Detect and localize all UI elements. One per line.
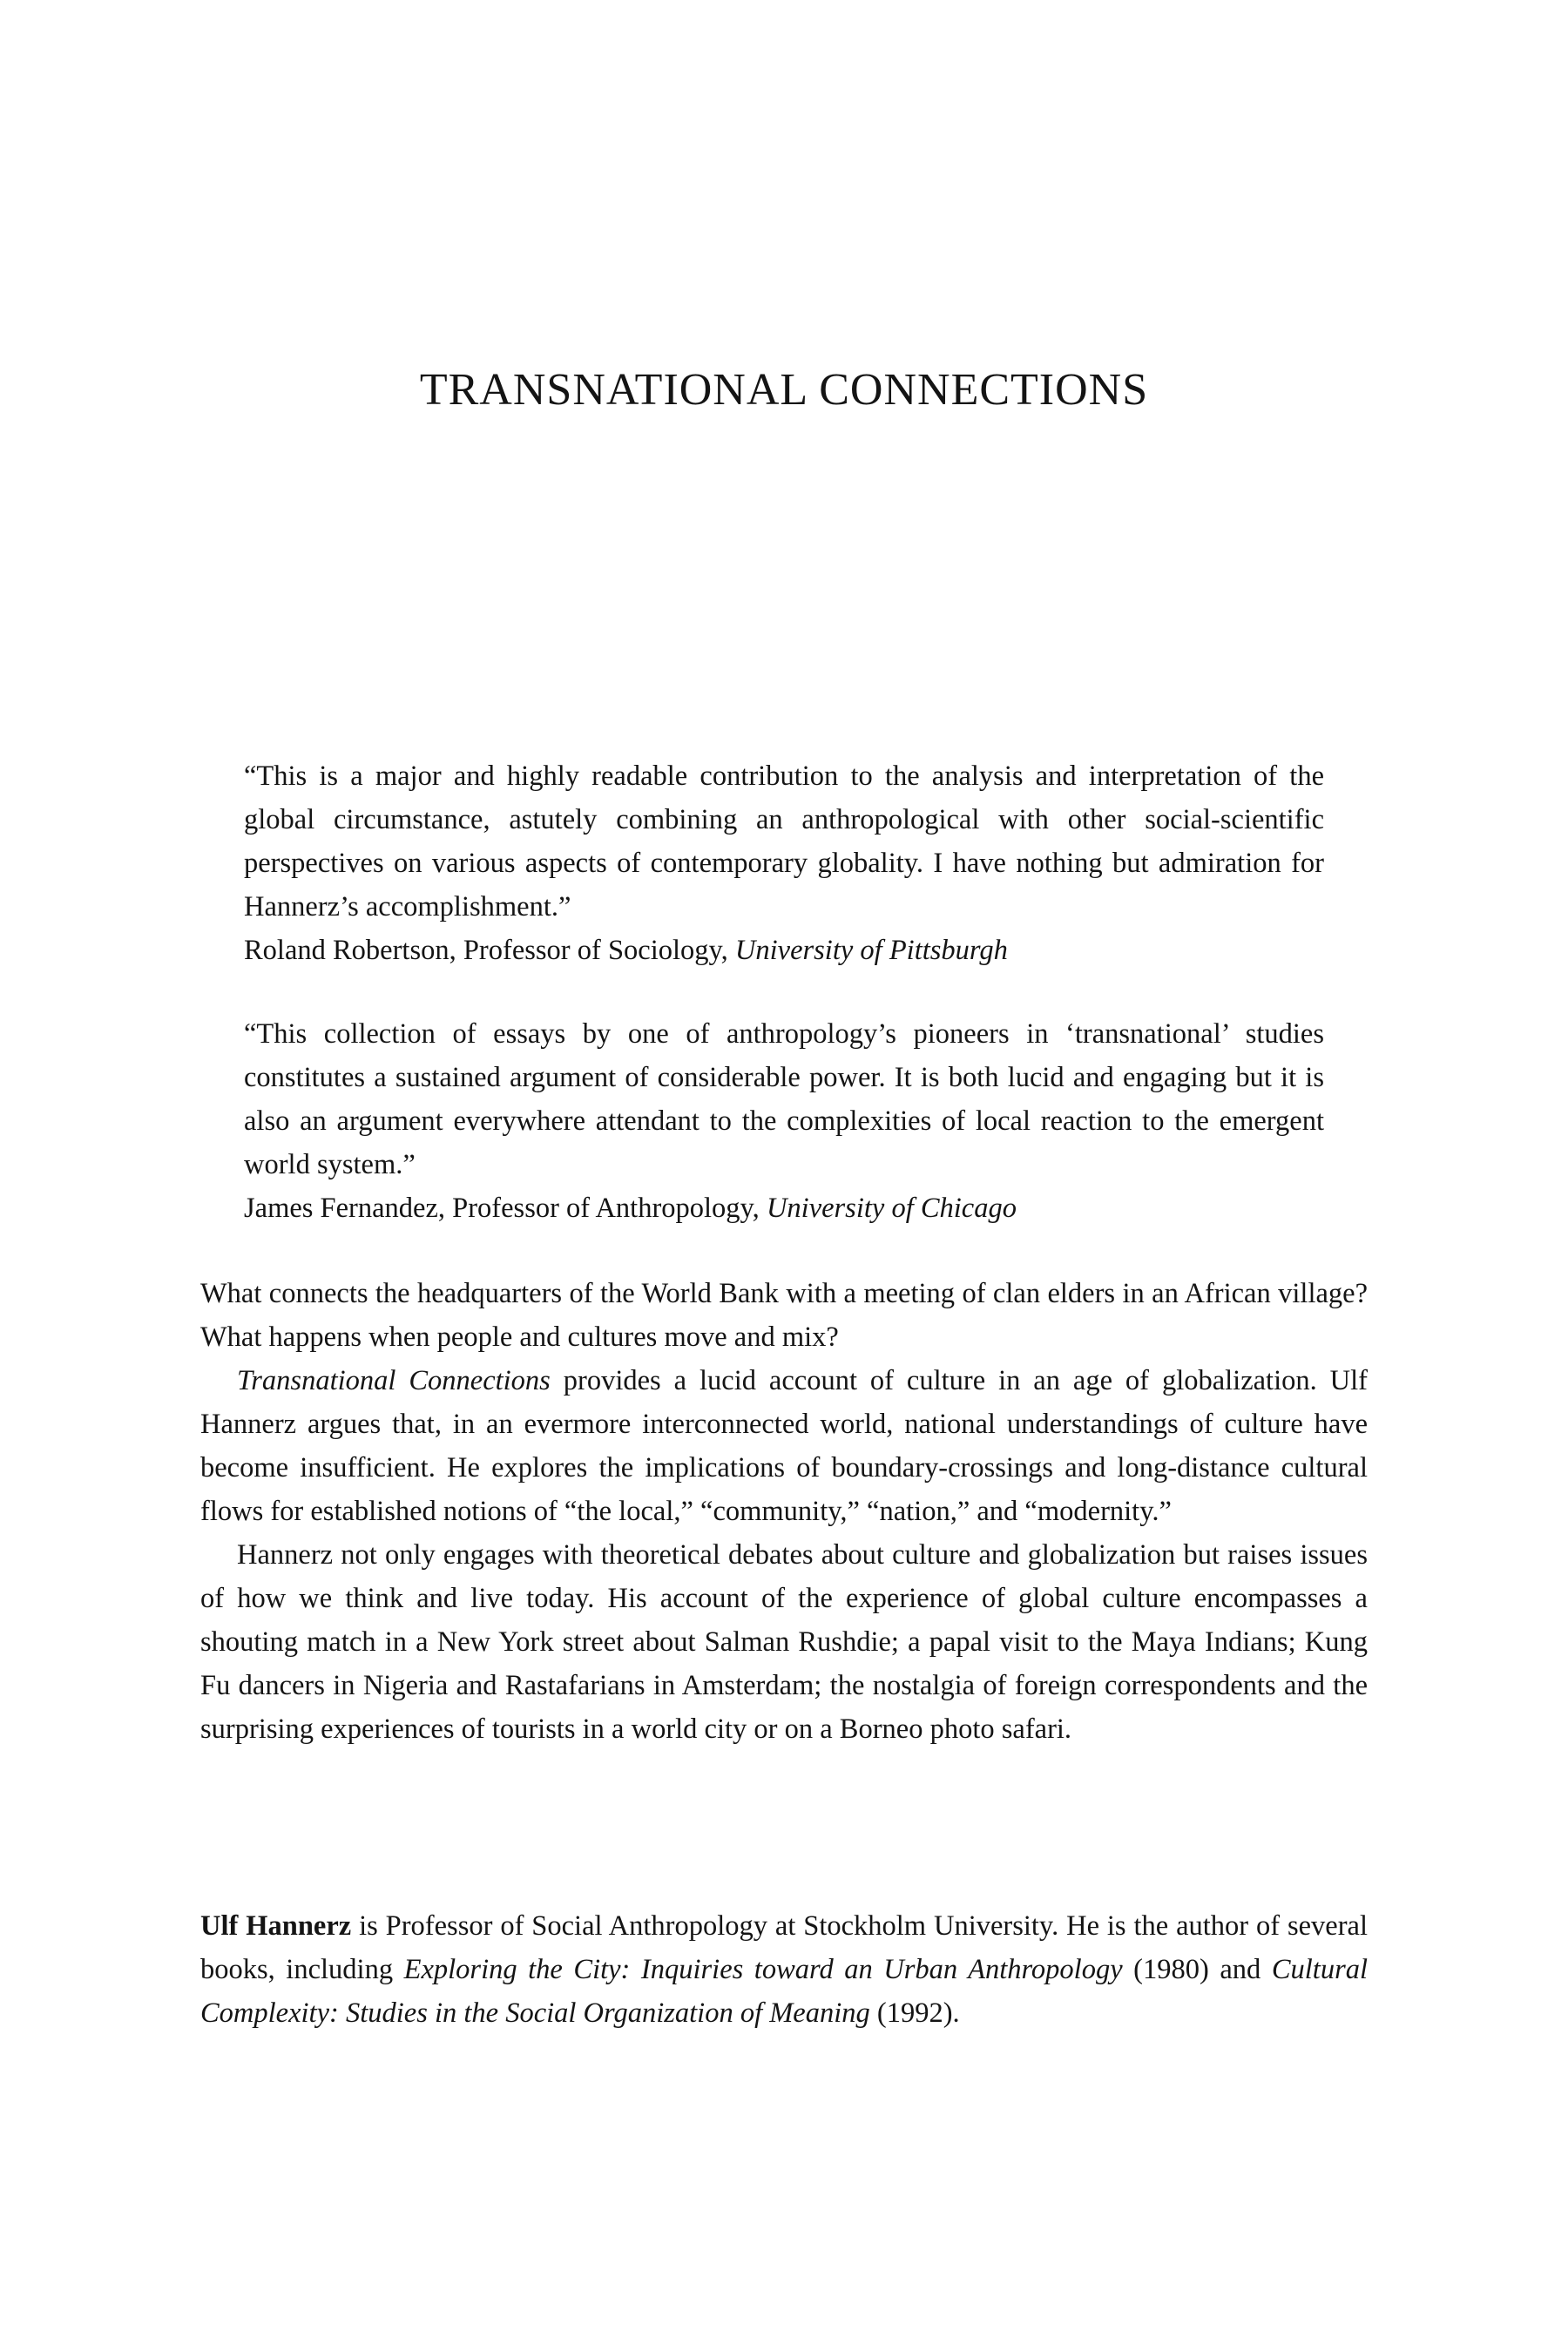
author-bio-text-1: is Professor of Social Anthropology at Stockholm University. He is the author of several books, including bbox=[200, 1910, 1368, 1985]
description-paragraph-2-text: provides a lucid account of culture in an age of globalization. Ulf Hannerz argues that, in an evermore interconnected world, national understandings of culture have become insufficient. He explores the implications of boundary-crossings and long-distance cultural flows for established notions of “the local,” “community,” “nation,” and “modernity.” bbox=[200, 1365, 1368, 1527]
endorser-institution: University of Chicago bbox=[766, 1193, 1017, 1224]
endorsement-attribution bbox=[244, 929, 1324, 972]
book-title-italic: Transnational Connections bbox=[237, 1365, 551, 1396]
endorser-institution: University of Pittsburgh bbox=[734, 935, 1008, 966]
page-title: TRANSNATIONAL CONNECTIONS bbox=[419, 365, 1149, 415]
endorsement-quote: “This collection of essays by one of anthropology’s pioneers in ‘transnational’ studies constitutes a sustained argument of considerable power. It is both lucid and engaging but it is also an argument everywhere attendant to the complexities of local reaction to the emergent world system.” bbox=[244, 1018, 1324, 1180]
book-description bbox=[200, 1272, 1368, 1751]
author-book-2: Cultural Complexity: Studies in the Social Organization of Meaning bbox=[200, 1954, 1369, 2029]
endorser-name: Roland Robertson, Professor of Sociology, bbox=[244, 935, 735, 966]
endorser-name: James Fernandez, Professor of Anthropology, bbox=[244, 1193, 767, 1224]
author-bio bbox=[200, 1904, 1368, 2035]
endorsement-1 bbox=[244, 754, 1324, 972]
endorsement-attribution bbox=[244, 1186, 1324, 1230]
description-paragraph-1: What connects the headquarters of the World Bank with a meeting of clan elders in an African village? What happens when people and cultures move and mix? bbox=[200, 1278, 1368, 1353]
author-bio-paragraph bbox=[200, 1904, 1368, 2035]
author-book-1: Exploring the City: Inquiries toward an Urban Anthropology bbox=[403, 1954, 1123, 1985]
endorsement-2 bbox=[244, 1012, 1324, 1230]
endorsement-quote: “This is a major and highly readable contribution to the analysis and interpretation of the global circumstance, astutely combining an anthropological with other social-scientific perspectives on various aspects of contemporary globality. I have nothing but admiration for Hannerz’s accomplishment.” bbox=[244, 760, 1324, 923]
author-bio-text-3: (1992). bbox=[869, 1997, 960, 2029]
description-paragraph-2 bbox=[200, 1359, 1368, 1533]
author-name: Ulf Hannerz bbox=[200, 1910, 352, 1942]
description-paragraph-3: Hannerz not only engages with theoretical debates about culture and globalization but raises issues of how we think and live today. His account of the experience of global culture encompasses a shouting match in a New York street about Salman Rushdie; a papal visit to the Maya Indians; Kung Fu dancers in Nigeria and Rastafarians in Amsterdam; the nostalgia of foreign correspondents and the surprising experiences of tourists in a world city or on a Borneo photo safari. bbox=[200, 1539, 1368, 1745]
author-bio-text-2: (1980) and bbox=[1122, 1954, 1272, 1985]
